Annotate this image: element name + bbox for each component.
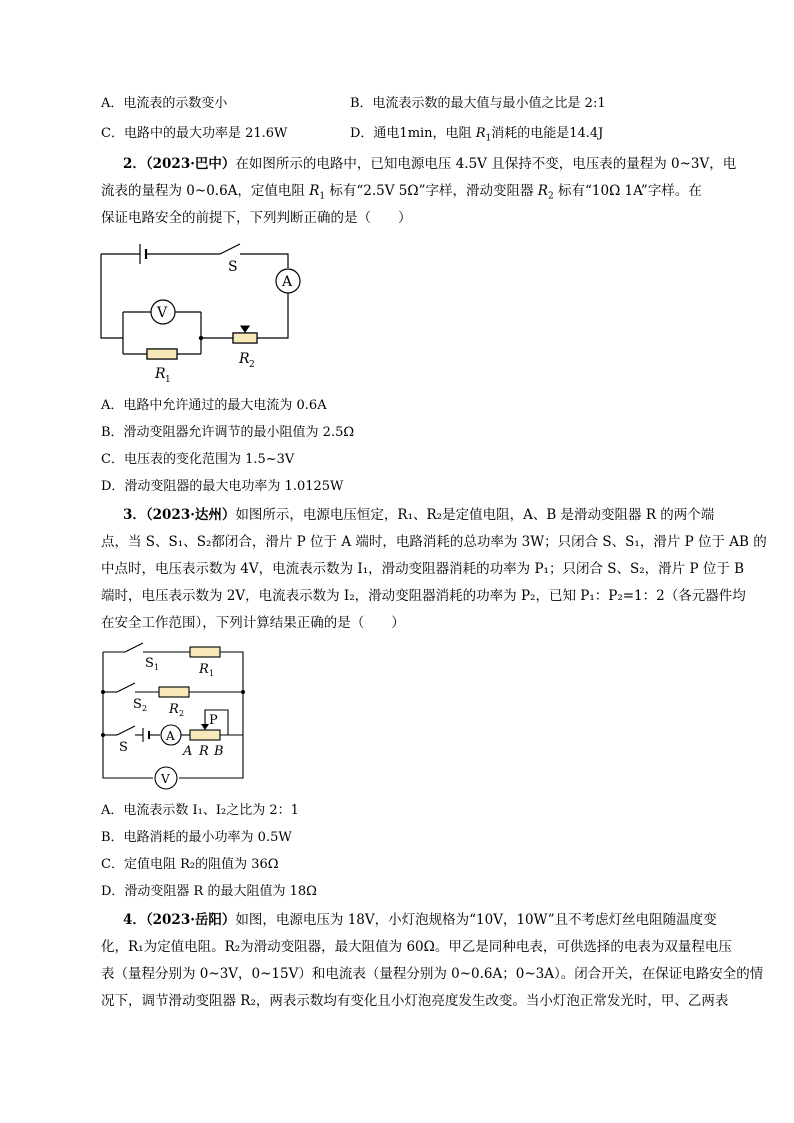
q3-line-5: 在安全工作范围），下列计算结果正确的是（ ） — [101, 615, 405, 631]
q3-circuit-diagram — [95, 640, 255, 790]
q2-option-d: D．滑动变阻器的最大电功率为 1.0125W — [101, 479, 344, 494]
q4-number: 4．（2023·岳阳） — [123, 912, 236, 928]
q3-option-a: A．电流表示数 I₁、I₂之比为 2：1 — [101, 803, 299, 818]
fig2-r1-label: R — [199, 662, 209, 677]
q3-option-c: C．定值电阻 R₂的阻值为 36Ω — [101, 857, 279, 872]
fig1-r1-sub: 1 — [165, 375, 171, 385]
q3-line-2: 点，当 S、S₁、S₂都闭合，滑片 P 位于 A 端时，电路消耗的总功率为 3W；只闭合 S、S₁，滑片 P 位于 AB 的 — [101, 534, 767, 550]
q1-option-c: C．电路中的最大功率是 21.6W — [101, 126, 288, 141]
q2-option-a: A．电路中允许通过的最大电流为 0.6A — [101, 398, 327, 413]
fig2-p-label: P — [209, 713, 218, 728]
fig2-b-label: B — [214, 744, 224, 759]
fig1-ammeter-label: A — [282, 274, 293, 290]
q2-line-2: 流表的量程为 0~0.6A，定值电阻 $R_1$ 标有“2.5V 5Ω”字样，滑动变阻器 $R_2$ 标有“10Ω 1A”字样。在 — [101, 183, 702, 202]
fig1-r1-label: R — [155, 366, 166, 382]
q4-line-2: 化，R₁为定值电阻。R₂为滑动变阻器，最大阻值为 60Ω。甲乙是同种电表，可供选择的电表为双量程电压 — [101, 939, 732, 955]
fig2-s2-sub: 2 — [142, 704, 148, 713]
q1-option-d: D．通电1min，电阻 $R_1$消耗的电能是14.4J — [350, 126, 604, 144]
q1-option-b: B．电流表示数的最大值与最小值之比是 2:1 — [350, 96, 606, 111]
q4-line-4: 况下，调节滑动变阻器 R₂，两表示数均有变化且小灯泡亮度发生改变。当小灯泡正常发光时，甲、乙两表 — [101, 993, 729, 1009]
q3-line-4: 端时，电压表示数为 2V，电流表示数为 I₂，滑动变阻器消耗的功率为 P₂，已知 P₁：P₂=1：2（各元器件均 — [101, 588, 746, 604]
fig1-voltmeter-label: V — [157, 305, 168, 321]
fig2-r1-sub: 1 — [209, 669, 215, 678]
q4-line-1: 4．（2023·岳阳）如图，电源电压为 18V，小灯泡规格为“10V，10W”且不考虑灯丝电阻随温度变 — [123, 912, 717, 928]
q3-option-b: B．电路消耗的最小功率为 0.5W — [101, 830, 292, 845]
q2-option-c: C．电压表的变化范围为 1.5~3V — [101, 452, 295, 467]
fig2-voltmeter-label: V — [161, 772, 170, 786]
fig2-a-label: A — [183, 744, 193, 759]
fig2-ammeter-label: A — [166, 729, 175, 743]
q2-option-b: B．滑动变阻器允许调节的最小阻值为 2.5Ω — [101, 425, 355, 440]
fig2-s1-label: S — [145, 656, 154, 671]
q4-line-3: 表（量程分别为 0~3V，0~15V）和电流表（量程分别为 0~0.6A；0~3A）。闭合开关，在保证电路安全的情 — [101, 966, 764, 982]
fig1-r2-sub: 2 — [249, 360, 255, 370]
fig1-switch-label: S — [228, 259, 238, 275]
q1-option-a: A．电流表的示数变小 — [101, 96, 228, 111]
fig2-r2-sub: 2 — [179, 709, 185, 718]
q2-line-3: 保证电路安全的前提下，下列判断正确的是（ ） — [101, 210, 412, 226]
fig2-r2-label: R — [169, 702, 179, 717]
q2-line-1: 2．（2023·巴中）在如图所示的电路中，已知电源电压 4.5V 且保持不变，电压表的量程为 0~3V，电 — [123, 156, 737, 172]
fig2-s2-label: S — [133, 697, 142, 712]
q3-line-3: 中点时，电压表示数为 4V，电流表示数为 I₁，滑动变阻器消耗的功率为 P₁；只闭合 S、S₂，滑片 P 位于 B — [101, 561, 745, 577]
q2-circuit-diagram — [95, 238, 315, 388]
q3-line-1: 3．（2023·达州）如图所示，电源电压恒定，R₁、R₂是定值电阻，A、B 是滑动变阻器 R 的两个端 — [123, 507, 715, 523]
fig1-r2-label: R — [239, 351, 250, 367]
q2-number: 2．（2023·巴中） — [123, 156, 236, 172]
fig2-r-label: R — [199, 744, 209, 759]
fig2-s-label: S — [119, 740, 128, 755]
fig2-s1-sub: 1 — [154, 663, 160, 672]
q3-number: 3．（2023·达州） — [123, 507, 236, 523]
q3-option-d: D．滑动变阻器 R 的最大阻值为 18Ω — [101, 884, 317, 899]
